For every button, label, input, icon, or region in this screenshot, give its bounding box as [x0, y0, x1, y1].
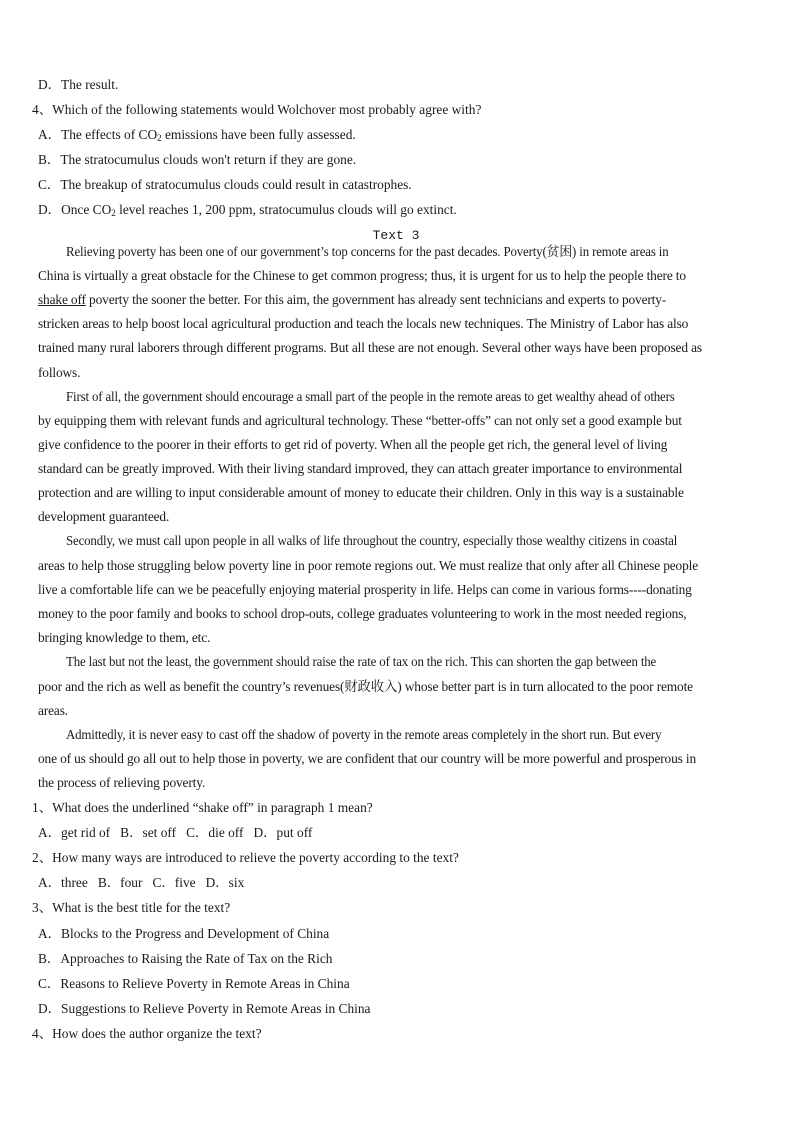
prev-q4-option-d [38, 202, 457, 218]
paragraph-3-line: money to the poor family and books to school drop-outs, college graduates volunteering to work in the most needed regions, [38, 606, 687, 621]
option-text: Once CO [61, 202, 112, 217]
paragraph-1-line: follows. [38, 365, 81, 380]
option-d: D．six [205, 875, 245, 890]
paragraph-1-line: stricken areas to help boost local agricultural production and teach the locals new techniques. The Ministry of Labor has also [38, 316, 689, 331]
paragraph-2-line: protection and are willing to input considerable amount of money to educate their children. Only in this way is a sustainable [38, 485, 684, 500]
paragraph-1-line: Relieving poverty has been one of our government’s top concerns for the past decades. Poverty(贫困) in remote areas in [66, 244, 669, 259]
paragraph-3-line: Secondly, we must call upon people in all walks of life throughout the country, especially those wealthy citizens in coastal [66, 533, 678, 548]
section-title: Text 3 [372, 228, 420, 243]
subscript: 2 [157, 133, 162, 143]
subscript: 2 [111, 208, 116, 218]
question-4: 4、How does the author organize the text? [32, 1026, 262, 1041]
paragraph-1-line [38, 292, 754, 308]
option-c: C．die off [186, 825, 244, 840]
paragraph-5-line: the process of relieving poverty. [38, 775, 206, 790]
paragraph-2-line: give confidence to the poorer in their efforts to get rid of poverty. When all the people get rich, the general level of living [38, 437, 668, 452]
paragraph-2-line: development guaranteed. [38, 509, 170, 524]
paragraph-2-line: First of all, the government should encourage a small part of the people in the remote areas to get wealthy ahead of others [66, 389, 675, 404]
option-text: The stratocumulus clouds won't return if they are gone. [60, 152, 357, 167]
paragraph-5-line: Admittedly, it is never easy to cast off the shadow of poverty in the remote areas completely in the short run. But every [66, 727, 662, 742]
option-label: B． [38, 152, 61, 167]
question-2: 2、How many ways are introduced to relieve the poverty according to the text? [32, 850, 459, 865]
prev-q4-option-b [38, 152, 356, 168]
option-label: D． [38, 202, 62, 217]
option-label: C． [38, 177, 61, 192]
prev-q4-option-a [38, 127, 356, 143]
option-text: The effects of CO [61, 127, 158, 142]
paragraph-2-line: standard can be greatly improved. With their living standard improved, they can attach greater importance to environmental [38, 461, 683, 476]
question-3-option-d: D．Suggestions to Relieve Poverty in Remote Areas in China [38, 1001, 371, 1016]
paragraph-1-line: trained many rural laborers through different programs. But all these are not enough. Several other ways have been proposed as [38, 340, 702, 355]
option-text: level reaches 1, 200 ppm, stratocumulus clouds will go extinct. [115, 202, 457, 217]
option-text: The breakup of stratocumulus clouds could result in catastrophes. [60, 177, 412, 192]
option-d: D．put off [253, 825, 313, 840]
underlined-phrase: shake off [38, 292, 86, 307]
prev-q4-question: 4、Which of the following statements would Wolchover most probably agree with? [32, 102, 482, 117]
prev-q3-option-d: D．The result. [38, 77, 119, 92]
option-text: emissions have been fully assessed. [161, 127, 356, 142]
question-1: 1、What does the underlined “shake off” in paragraph 1 mean? [32, 800, 373, 815]
option-b: B．set off [120, 825, 177, 840]
question-1-options [38, 825, 312, 841]
paragraph-4-line: poor and the rich as well as benefit the country’s revenues(财政收入) whose better part is in turn allocated to the poor remote [38, 679, 693, 694]
option-c: C．five [152, 875, 196, 890]
paragraph-2-line: by equipping them with relevant funds and agricultural technology. These “better-offs” can not only set a good example but [38, 413, 682, 428]
option-a: A．three [38, 875, 88, 890]
question-3-option-b: B．Approaches to Raising the Rate of Tax on the Rich [38, 951, 333, 966]
question-2-options [38, 875, 244, 891]
paragraph-3-line: live a comfortable life can we be peacefully enjoying material prosperity in life. Helps can come in various forms----donating [38, 582, 692, 597]
paragraph-3-line: bringing knowledge to them, etc. [38, 630, 211, 645]
paragraph-5-line: one of us should go all out to help those in poverty, we are confident that our country will be more powerful and prosperous in [38, 751, 697, 766]
paragraph-3-line: areas to help those struggling below poverty line in poor remote regions out. We must realize that only after all Chinese people [38, 558, 698, 573]
prev-q4-option-c [38, 177, 412, 193]
option-label: A． [38, 127, 62, 142]
paragraph-4-line: areas. [38, 703, 68, 718]
question-3: 3、What is the best title for the text? [32, 900, 231, 915]
paragraph-4-line: The last but not the least, the government should raise the rate of tax on the rich. This can shorten the gap between the [66, 654, 657, 669]
paragraph-1-line: China is virtually a great obstacle for the Chinese to get common progress; thus, it is urgent for us to help the people there to [38, 268, 686, 283]
question-3-option-c: C．Reasons to Relieve Poverty in Remote Areas in China [38, 976, 350, 991]
option-b: B．four [97, 875, 143, 890]
option-a: A．get rid of [38, 825, 111, 840]
question-3-option-a: A．Blocks to the Progress and Development of China [38, 926, 330, 941]
paragraph-text: poverty the sooner the better. For this aim, the government has already sent technicians and experts to poverty- [85, 292, 667, 307]
